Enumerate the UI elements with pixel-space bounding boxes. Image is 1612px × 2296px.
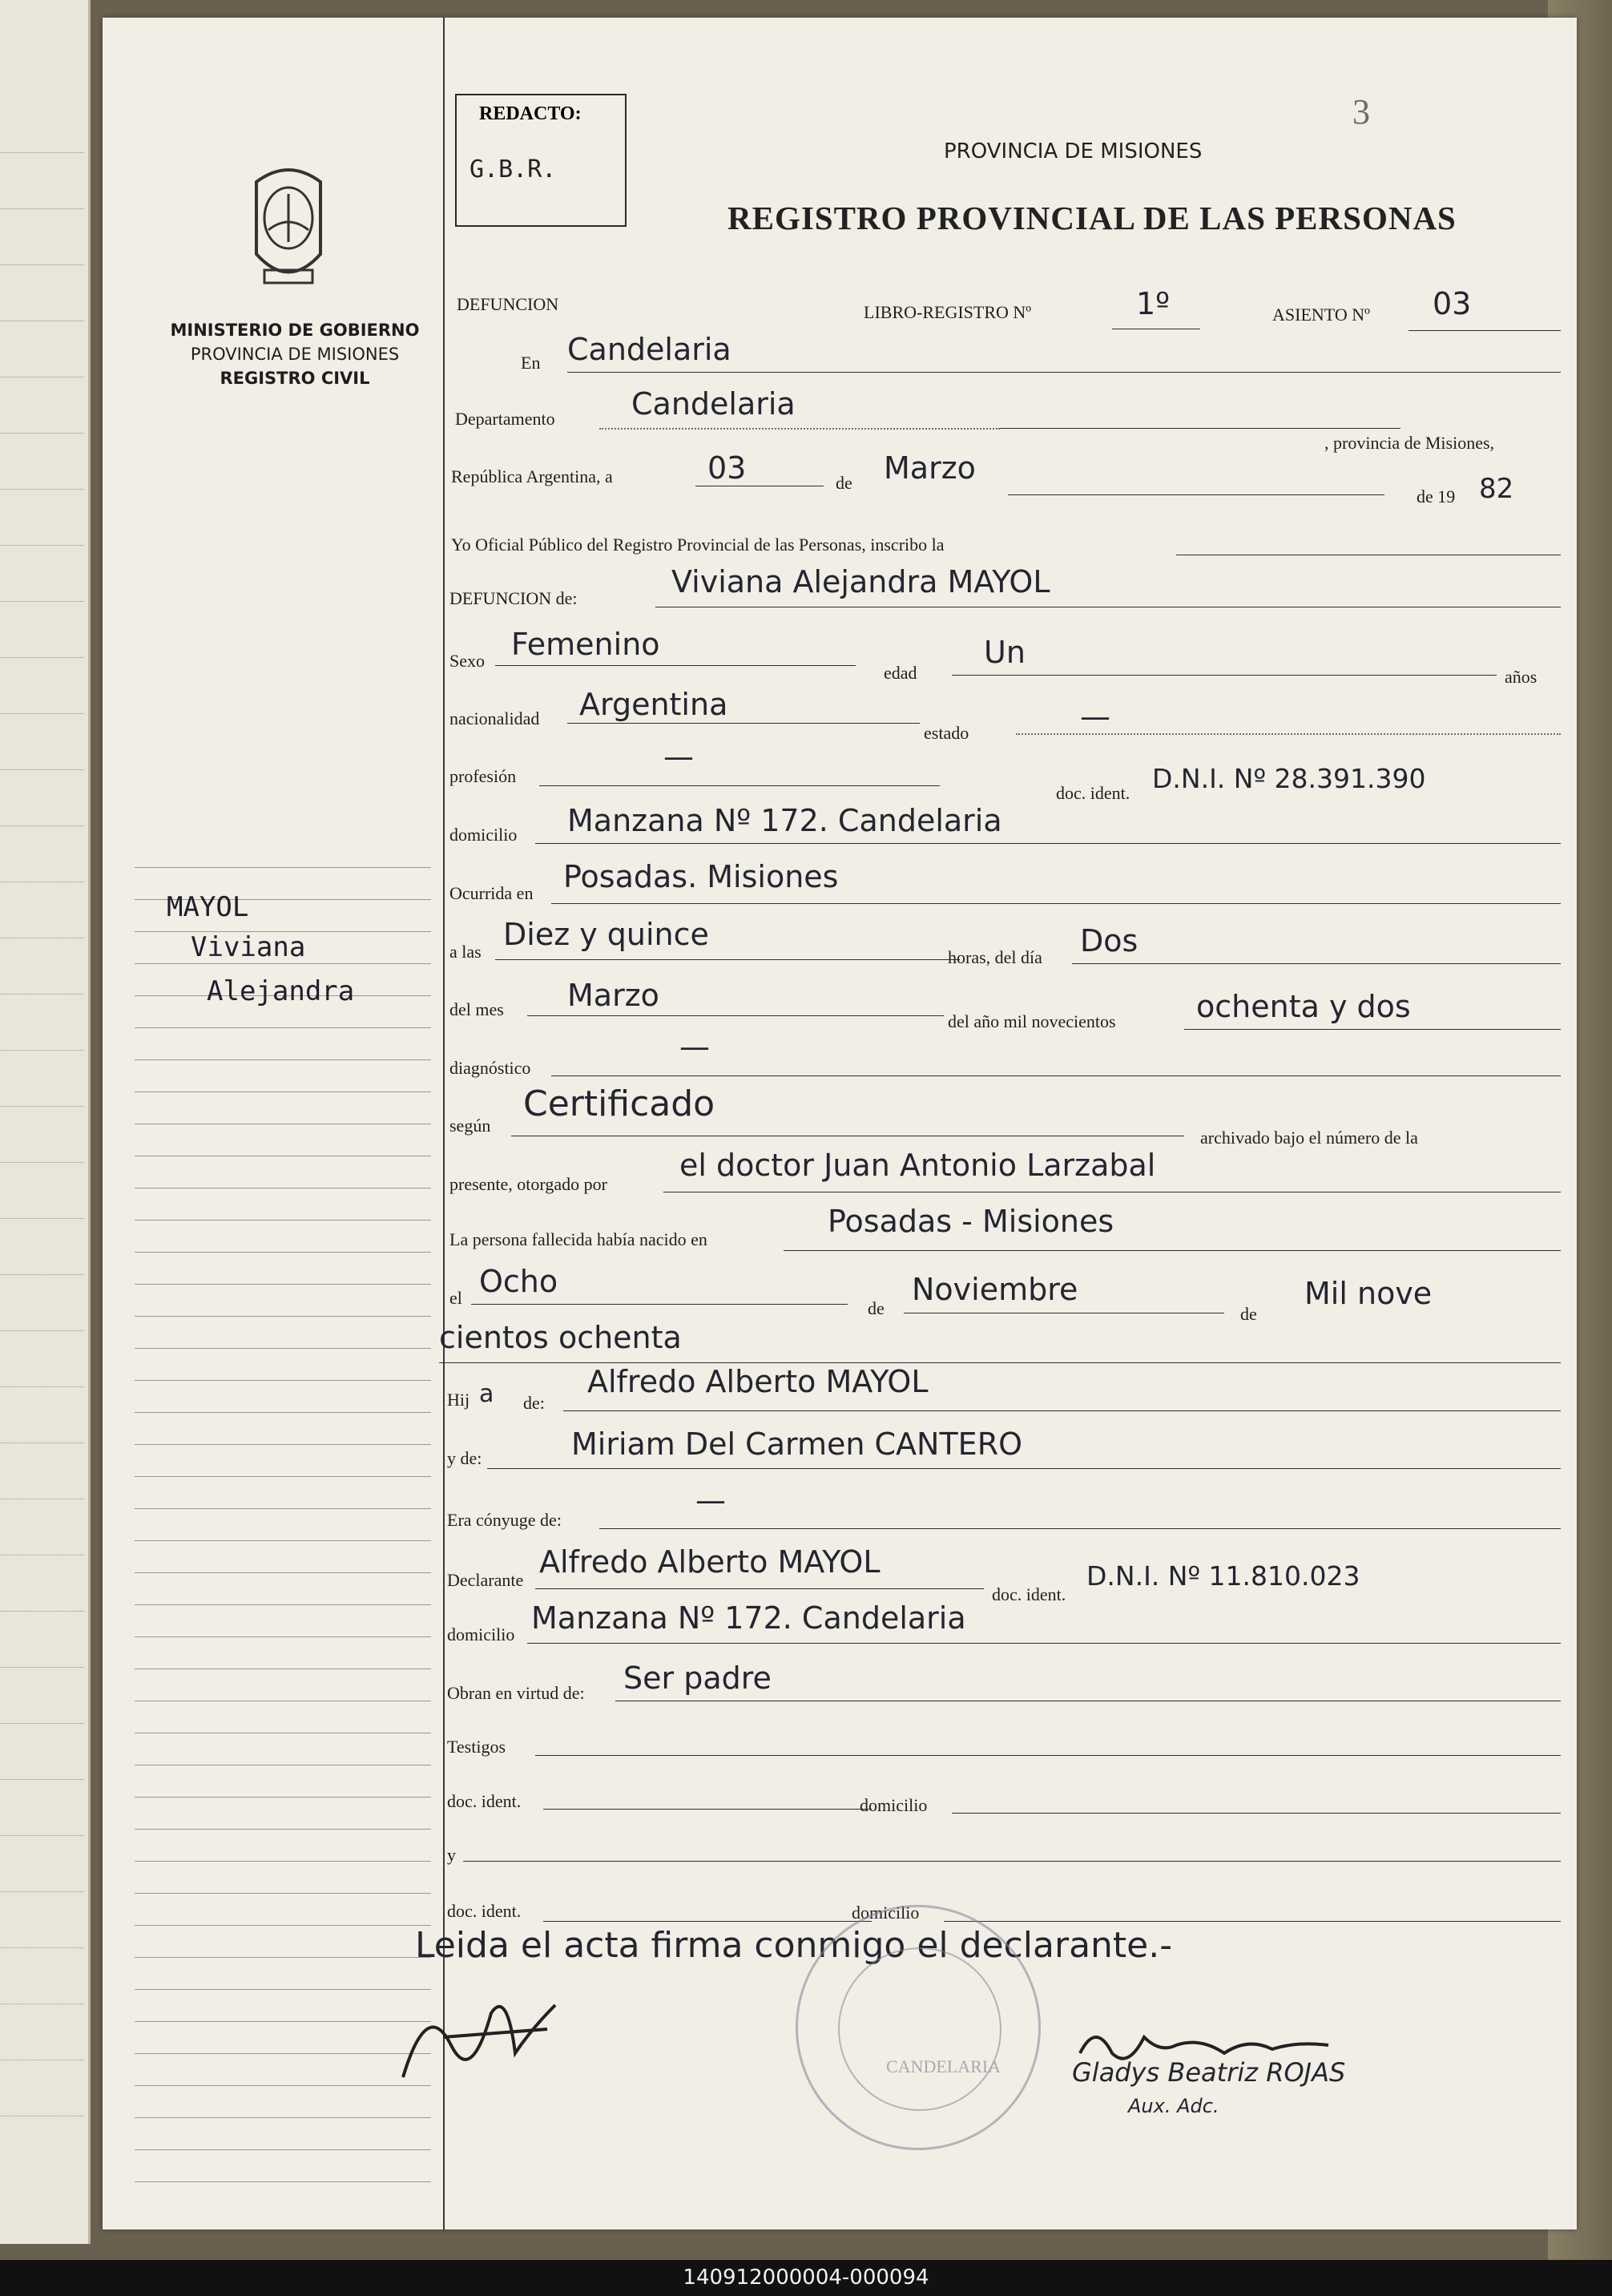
diagnostico-label: diagnóstico [449, 1058, 531, 1078]
decl-doc-value: D.N.I. Nº 11.810.023 [1086, 1560, 1360, 1592]
decl-doc-label: doc. ident. [992, 1584, 1066, 1604]
oficial-text: Yo Oficial Público del Registro Provincial de las Personas, inscribo la [451, 535, 945, 555]
doc-ident-label: doc. ident. [1056, 783, 1130, 803]
anio-label: de 19 [1417, 486, 1456, 506]
delanio-value: ochenta y dos [1196, 989, 1411, 1024]
el-value: Ocho [479, 1264, 558, 1299]
left-facing-page [0, 0, 91, 2244]
presente-value: el doctor Juan Antonio Larzabal [679, 1148, 1156, 1183]
nacionalidad-label: nacionalidad [449, 708, 540, 728]
declarante-label: Declarante [447, 1570, 524, 1590]
document-id-footer: 140912000004-000094 [0, 2260, 1612, 2296]
obran-label: Obran en virtud de: [447, 1683, 585, 1703]
departamento-value: Candelaria [631, 386, 796, 422]
estado-value: — [1080, 699, 1110, 734]
domicilio-label: domicilio [449, 825, 518, 845]
margin-name1: Viviana [191, 931, 306, 963]
hij-suffix: a [479, 1380, 494, 1408]
sexo-label: Sexo [449, 651, 485, 671]
segun-label: según [449, 1116, 491, 1136]
mes-value: Marzo [884, 450, 976, 486]
profesion-value: — [663, 739, 694, 774]
estado-label: estado [924, 723, 969, 743]
obran-value: Ser padre [623, 1660, 772, 1696]
el-label: el [449, 1288, 462, 1308]
ministry-line1: MINISTERIO DE GOBIERNO [170, 321, 420, 340]
defuncion-de-label: DEFUNCION de: [449, 588, 578, 608]
page-number: 3 [1352, 92, 1370, 131]
official-name: Gladys Beatriz ROJAS [1072, 2057, 1346, 2088]
province-heading: PROVINCIA DE MISIONES [944, 139, 1203, 163]
redacto-value: G.B.R. [469, 155, 557, 184]
domicilio-value: Manzana Nº 172. Candelaria [567, 803, 1002, 838]
delmes-label: del mes [449, 999, 504, 1019]
ocurrida-value: Posadas. Misiones [563, 859, 839, 894]
dia-value: 03 [707, 450, 747, 486]
asiento-value: 03 [1433, 286, 1472, 321]
decl-dom-value: Manzana Nº 172. Candelaria [531, 1600, 966, 1636]
presente-label: presente, otorgado por [449, 1174, 607, 1194]
de-label: de [836, 473, 852, 493]
testigo2-dom-label: domicilio [852, 1903, 920, 1923]
registry-heading: REGISTRO PROVINCIAL DE LAS PERSONAS [727, 200, 1457, 236]
official-sub: Aux. Adc. [1128, 2095, 1219, 2117]
nacionalidad-value: Argentina [579, 687, 728, 722]
testigo1-doc-label: doc. ident. [447, 1791, 522, 1811]
conyuge-value: — [695, 1483, 726, 1518]
yde-label: y de: [447, 1448, 482, 1468]
delmes-value: Marzo [567, 978, 659, 1013]
de3-value: Mil nove [1304, 1276, 1433, 1311]
conyuge-label: Era cónyuge de: [447, 1510, 562, 1530]
testigo1-dom-label: domicilio [860, 1795, 928, 1815]
alas-value: Diez y quince [503, 917, 709, 952]
alas-label: a las [449, 942, 482, 962]
profesion-label: profesión [449, 766, 517, 786]
register-page [103, 18, 1577, 2229]
edad-value: Un [984, 635, 1026, 670]
horas-value: Dos [1080, 923, 1138, 958]
provincia-label: , provincia de Misiones, [1324, 433, 1495, 453]
closing-text: Leida el acta firma conmigo el declarante.- [415, 1925, 1173, 1966]
departamento-label: Departamento [455, 409, 555, 429]
segun-value: Certificado [523, 1083, 715, 1124]
testigos-label: Testigos [447, 1737, 506, 1757]
de2-value: Noviembre [912, 1272, 1078, 1307]
en-label: En [521, 353, 541, 373]
hij-de-label: de: [523, 1393, 545, 1413]
asiento-label: ASIENTO Nº [1272, 305, 1370, 325]
padre-value: Alfredo Alberto MAYOL [587, 1364, 929, 1399]
margin-surname: MAYOL [167, 891, 249, 923]
edad-label: edad [884, 663, 917, 683]
diagnostico-value: — [679, 1029, 710, 1064]
ministry-heading [151, 318, 439, 390]
en-value: Candelaria [567, 332, 731, 367]
de2-label: de [868, 1298, 885, 1318]
anos-label: años [1505, 667, 1537, 687]
ocurrida-label: Ocurrida en [449, 883, 534, 903]
margin-name2: Alejandra [207, 975, 355, 1007]
ministry-line2: PROVINCIA DE MISIONES [190, 345, 400, 364]
ministry-line3: REGISTRO CIVIL [220, 369, 370, 388]
libro-label: LIBRO-REGISTRO Nº [864, 302, 1032, 322]
stamp-text: CANDELARIA [886, 2056, 1001, 2076]
cientos-value: cientos ochenta [439, 1320, 682, 1355]
horas-label: horas, del día [948, 947, 1042, 967]
testigo2-doc-label: doc. ident. [447, 1901, 522, 1921]
libro-value: 1º [1136, 286, 1171, 321]
archivado-label: archivado bajo el número de la [1200, 1128, 1418, 1148]
nacido-label: La persona fallecida había nacido en [449, 1229, 707, 1249]
republica-label: República Argentina, a [451, 466, 613, 486]
redacto-box [455, 94, 627, 227]
y-label: y [447, 1845, 456, 1865]
defuncion-title: DEFUNCION [457, 294, 559, 314]
official-stamp [796, 1905, 1041, 2150]
de3-label: de [1240, 1304, 1257, 1324]
decl-dom-label: domicilio [447, 1624, 515, 1644]
declarante-value: Alfredo Alberto MAYOL [539, 1544, 881, 1580]
defuncion-de-value: Viviana Alejandra MAYOL [671, 564, 1050, 599]
redacto-label: REDACTO: [479, 103, 582, 124]
anio-value: 82 [1479, 473, 1514, 505]
provincial-crest-icon [240, 158, 337, 302]
sexo-value: Femenino [511, 627, 660, 662]
delanio-label: del año mil novecientos [948, 1011, 1116, 1031]
doc-ident-value: D.N.I. Nº 28.391.390 [1152, 763, 1426, 794]
declarant-signature [395, 1981, 579, 2093]
hij-label: Hij [447, 1390, 470, 1410]
madre-value: Miriam Del Carmen CANTERO [571, 1426, 1023, 1462]
nacido-value: Posadas - Misiones [828, 1204, 1114, 1239]
